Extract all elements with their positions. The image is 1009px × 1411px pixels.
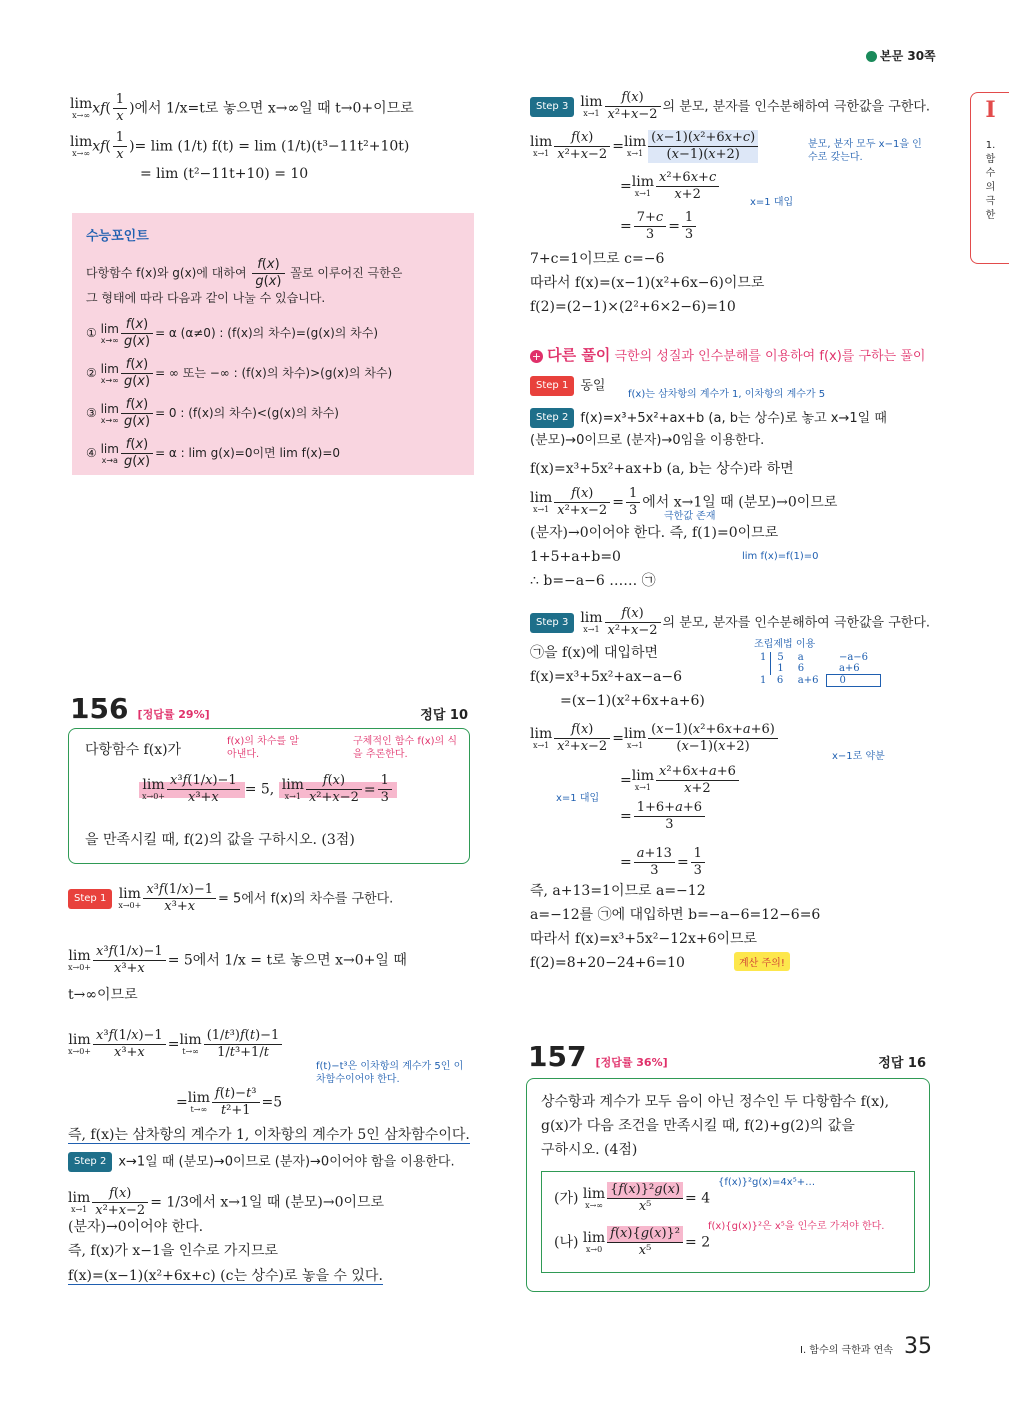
chapter-roman: I — [985, 97, 996, 123]
problem-number: 156 — [70, 692, 129, 725]
synthetic-division-table: 1 5 a −a−6 1 6 a+6 1 6 a+6 0 — [756, 652, 881, 687]
problem-157-header — [528, 1040, 926, 1074]
substitute-annotation: x=1 대입 — [750, 197, 794, 208]
step3-badge: Step 3 — [530, 97, 574, 117]
step1-annotation: f(t)−t³은 이차항의 계수가 5인 이차함수이어야 한다. — [316, 1061, 464, 1085]
step1-line-a: lim x→0+ $\frac{\text{x³f(1/x)−1}}{\text{x³+x}}$ = 5에서 1/x = t로 놓으면 x→0+일 때 — [68, 944, 407, 976]
point-box-title: 수능포인트 — [86, 229, 149, 244]
alt-calc-2: = lim x→1 $\frac{\text{x²+6x+a+6}}{x+2}$ — [620, 764, 741, 797]
intro-line-2: lim x→∞ xf( $\frac{1}{x}$ )= lim (1/t) f(t) = lim (1/t)(t³−11t²+10t) — [70, 130, 410, 162]
exists-annotation: 극한값 존재 — [664, 511, 716, 522]
step1-line-c: lim x→0+ $\frac{\text{x³f(1/x)−1}}{\text{x³+x}}$ = lim t→∞ $\frac{\text{(1/t³)f(t)−1}}{\text{1/t³+1/t}}$ — [68, 1028, 284, 1061]
chapter-name: 1. 함수의 극한 — [985, 140, 996, 221]
alt-b2: f(x)=x³+5x²+ax−a−6 — [530, 669, 683, 685]
step1-line-b: t→∞이므로 — [68, 987, 138, 1003]
coefficient-annotation: f(x)는 삼차항의 계수가 1, 이차항의 계수가 5 — [628, 389, 826, 400]
q156-annotation-1: f(x)의 차수를 알아낸다. — [227, 736, 299, 760]
step1-title: Step 1 lim x→0+ $\frac{\text{x³f(1/x)−1}}{\text{x³+x}}$ = 5에서 f(x)의 차수를 구한다. — [68, 882, 393, 915]
condition-na: (나) lim x→0 $\frac{\text{f(x)\{g(x)\}²}}{\text{x⁵}}$ = 2 — [554, 1226, 711, 1258]
alt-title: 다른 풀이 — [547, 346, 611, 364]
point-intro-1: 다항함수 f(x)와 g(x)에 대하여 $\frac{f(x)}{g(x)}$ 꼴로 이루어진 극한은 — [86, 257, 403, 289]
step1-badge: Step 1 — [68, 889, 112, 909]
substitute-annotation-2: x=1 대입 — [556, 793, 600, 804]
point-item-3: ③ lim x→∞ $\frac{f(x)}{g(x)}$ = 0 : (f(x)의 차수)<(g(x)의 차수) — [86, 397, 339, 429]
condition-ga-annotation: {f(x)}²g(x)=4x⁵+… — [718, 1177, 816, 1188]
q157-line-2: g(x)가 다음 조건을 만족시킬 때, f(2)+g(2)의 값을 — [541, 1118, 855, 1134]
caution-badge: 계산 주의! — [734, 952, 790, 971]
step1-line-d: = lim t→∞ $\frac{\text{f(t)−t³}}{\text{t²+1}}$ =5 — [176, 1086, 283, 1118]
circle-arrow-icon — [866, 51, 877, 62]
step2-line-c: 즉, f(x)가 x−1을 인수로 가지므로 — [68, 1243, 279, 1259]
step2-title: Step 2 x→1일 때 (분모)→0이므로 (분자)→0이어야 함을 이용한다. — [68, 1152, 455, 1172]
step3-calc-3: = $\frac{7+c}{3}$ = $\frac{1}{3}$ — [620, 210, 698, 243]
point-item-1: ① lim x→∞ $\frac{f(x)}{g(x)}$ = α (α≠0) : (f(x)의 차수)=(g(x)의 차수) — [86, 317, 379, 349]
correct-rate: [정답률 29%] — [137, 708, 210, 721]
step3-title: Step 3 lim x→1 $\frac{f(x)}{\text{x²+x−2}}$ 의 분모, 분자를 인수분해하여 극한값을 구한다. — [530, 90, 930, 123]
answer-label: 정답 10 — [420, 708, 468, 723]
problem-157-box — [526, 1078, 930, 1292]
alt-step2-b: (분모)→0이므로 (분자)→0임을 이용한다. — [530, 433, 765, 448]
plus-circle-icon: + — [531, 350, 542, 363]
step1-conclusion: 즉, f(x)는 삼차항의 계수가 1, 이차항의 계수가 5인 삼차함수이다. — [68, 1127, 470, 1143]
result-2: 따라서 f(x)=(x−1)(x²+6x−6)이므로 — [530, 275, 765, 291]
chapter-tab[interactable] — [970, 92, 1009, 264]
page-reference: 본문 30쪽 — [866, 47, 936, 64]
step2-badge: Step 2 — [68, 1152, 112, 1172]
point-box — [72, 213, 474, 475]
alt-calc-4: = $\frac{a+13}{3}$ = $\frac{1}{3}$ — [620, 846, 707, 879]
point-intro-2: 그 형태에 따라 다음과 같이 나눌 수 있습니다. — [86, 291, 326, 305]
step3-calc-2: = lim x→1 $\frac{\text{x²+6x+c}}{x+2}$ — [620, 170, 721, 203]
synthetic-division-annotation: 조립제법 이용 — [754, 639, 816, 650]
alt-calc-1: lim x→1 $\frac{f(x)}{\text{x²+x−2}}$ = lim x→1 $\frac{\text{(x−1)(x²+6x+a+6)}}{(x-1)(x+2)}$ — [530, 722, 780, 755]
alt-description: 극한의 성질과 인수분해를 이용하여 f(x)를 구하는 풀이 — [614, 349, 926, 364]
intro-line-3: = lim (t²−11t+10) = 10 — [140, 166, 309, 182]
factor-annotation: 분모, 분자 모두 x−1을 인수로 갖는다. — [808, 139, 922, 163]
alt-c4: f(2)=8+20−24+6=10 — [530, 955, 685, 971]
alt-line-1: f(x)=x³+5x²+ax+b (a, b는 상수)라 하면 — [530, 461, 794, 477]
alt-c3: 따라서 f(x)=x³+5x²−12x+6이므로 — [530, 931, 758, 947]
step3-calc-1: lim x→1 $\frac{f(x)}{\text{x²+x−2}}$ = lim x→1 $\frac{\text{(x−1)(x²+6x+c)}}{(x-1)(x+2)}$ — [530, 130, 760, 163]
result-1: 7+c=1이므로 c=−6 — [530, 251, 665, 267]
alt-header — [530, 346, 925, 366]
condition-ga: (가) lim x→∞ $\frac{\text{\{f(x)\}²g(x)}}{\text{x⁵}}$ = 4 — [554, 1182, 711, 1214]
intro-line-1: lim x→∞ xf( $\frac{1}{x}$ )에서 1/x=t로 놓으면 x→∞일 때 t→0+이므로 — [70, 92, 414, 124]
alt-step2: Step 2 f(x)=x³+5x²+ax+b (a, b는 상수)로 놓고 x→1일 때 — [530, 408, 887, 428]
answer-label-157: 정답 16 — [878, 1056, 926, 1071]
alt-b1: ㉠을 f(x)에 대입하면 — [530, 645, 659, 661]
alt-line-2: lim x→1 $\frac{f(x)}{\text{x²+x−2}}$ = $\frac{1}{3}$ 에서 x→1일 때 (분모)→0이므로 — [530, 486, 838, 518]
alt-c2: a=−12를 ㉠에 대입하면 b=−a−6=12−6=6 — [530, 907, 821, 923]
alt-b3: =(x−1)(x²+6x+a+6) — [560, 693, 705, 709]
point-item-2: ② lim x→∞ $\frac{f(x)}{g(x)}$ = ∞ 또는 −∞ : (f(x)의 차수)>(g(x)의 차수) — [86, 357, 393, 389]
problem-number-157: 157 — [528, 1040, 587, 1073]
alt-step2-badge: Step 2 — [530, 408, 574, 428]
alt-line-5: ∴ b=−a−6 …… ㉠ — [530, 573, 656, 589]
footer — [800, 1334, 932, 1359]
correct-rate-157: [정답률 36%] — [595, 1056, 668, 1069]
q156-line-2: 을 만족시킬 때, f(2)의 값을 구하시오. (3점) — [85, 832, 355, 848]
result-3: f(2)=(2−1)×(2²+6×2−6)=10 — [530, 299, 736, 315]
alt-c1: 즉, a+13=1이므로 a=−12 — [530, 883, 706, 899]
alt-step1-badge: Step 1 — [530, 376, 574, 396]
point-item-4: ④ lim x→a $\frac{f(x)}{g(x)}$ = α : lim g(x)=0이면 lim f(x)=0 — [86, 437, 341, 469]
q156-line-1: 다항함수 f(x)가 — [85, 742, 182, 758]
q157-line-3: 구하시오. (4점) — [541, 1142, 638, 1158]
continuity-annotation: lim f(x)=f(1)=0 — [742, 551, 819, 562]
problem-156-header — [70, 692, 468, 726]
q157-conditions-box — [541, 1171, 915, 1273]
alt-calc-3: = $\frac{1+6+a+6}{3}$ — [620, 800, 707, 833]
step2-line-d: f(x)=(x−1)(x²+6x+c) (c는 상수)로 놓을 수 있다. — [68, 1268, 383, 1284]
footer-chapter: I. 함수의 극한과 연속 — [800, 1345, 893, 1356]
condition-na-annotation: f(x){g(x)}²은 x⁵을 인수로 가져야 한다. — [708, 1221, 885, 1232]
alt-step3-badge: Step 3 — [530, 613, 574, 633]
step2-line-a: lim x→1 $\frac{f(x)}{\text{x²+x−2}}$ = 1/3에서 x→1일 때 (분모)→0이므로 — [68, 1186, 385, 1218]
alt-step3: Step 3 lim x→1 $\frac{f(x)}{\text{x²+x−2}}$ 의 분모, 분자를 인수분해하여 극한값을 구한다. — [530, 606, 930, 639]
problem-156-box — [68, 728, 470, 864]
q156-conditions: lim x→0+ $\frac{\text{x³f(1/x)−1}}{\text{x³+x}}$ = 5, lim x→1 $\frac{f(x)}{\text{x²+x−2}}$ = $\frac{1}{3}$ — [139, 773, 397, 825]
step2-line-b: (분자)→0이어야 한다. — [68, 1219, 204, 1235]
alt-line-3: (분자)→0이어야 한다. 즉, f(1)=0이므로 — [530, 525, 779, 541]
q156-annotation-2: 구체적인 함수 f(x)의 식을 추론한다. — [353, 736, 458, 760]
alt-line-4: 1+5+a+b=0 — [530, 549, 621, 565]
page-number: 35 — [904, 1334, 933, 1359]
q157-line-1: 상수항과 계수가 모두 음이 아닌 정수인 두 다항함수 f(x), — [541, 1094, 890, 1110]
cancel-annotation: x−1로 약분 — [832, 751, 885, 762]
alt-step1: Step 1 동일 — [530, 376, 605, 396]
